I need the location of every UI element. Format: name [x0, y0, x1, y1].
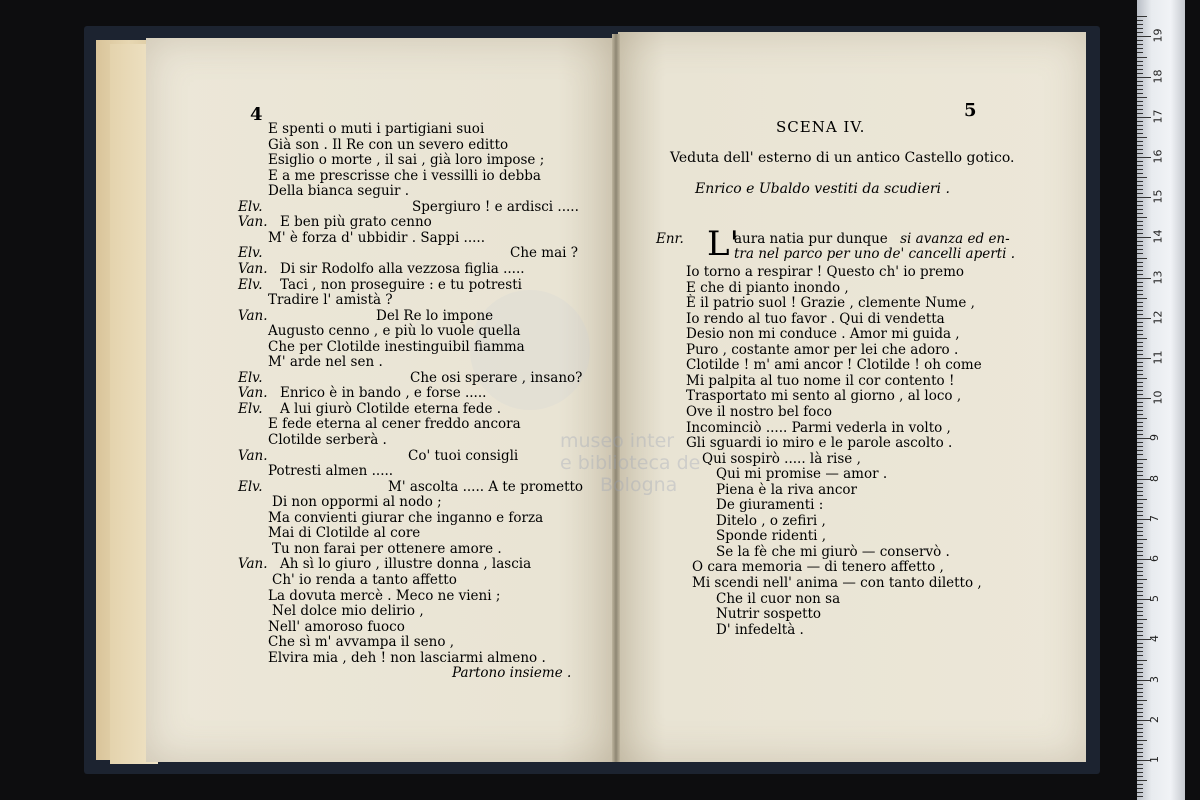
ruler-tick — [1137, 563, 1143, 564]
text-line — [734, 232, 1010, 247]
ruler-tick — [1137, 330, 1143, 331]
ruler-tick — [1137, 607, 1143, 608]
scene-setting: Veduta dell' esterno di un antico Castello gotico. — [670, 150, 1015, 166]
ruler-tick — [1137, 467, 1143, 468]
ruler-number: 4 — [1148, 635, 1161, 643]
text-line: Del Re lo impone — [376, 307, 494, 324]
speaker-label: Van. — [238, 260, 268, 277]
ruler-number: 2 — [1148, 715, 1161, 723]
text-line: Taci , non proseguire : e tu potresti — [280, 276, 522, 293]
ruler-tick — [1137, 483, 1143, 484]
ruler-number: 11 — [1151, 350, 1165, 365]
ruler-tick — [1137, 551, 1143, 552]
ruler-tick — [1137, 266, 1143, 267]
speaker-label: Van. — [238, 385, 268, 402]
ruler-tick — [1137, 73, 1143, 74]
ruler-tick — [1137, 503, 1143, 504]
ruler-tick — [1137, 434, 1143, 435]
text-line: Trasportato mi sento al giorno , al loco , — [686, 388, 962, 405]
ruler-tick — [1137, 487, 1143, 488]
ruler-tick — [1137, 101, 1143, 102]
ruler-tick — [1137, 306, 1143, 307]
ruler-tick — [1137, 105, 1143, 106]
ruler-tick — [1137, 270, 1143, 271]
ruler-tick — [1137, 298, 1147, 299]
ruler-tick — [1137, 129, 1143, 130]
ruler-tick — [1137, 109, 1143, 110]
ruler-number: 10 — [1151, 390, 1165, 405]
ruler-tick — [1137, 274, 1143, 275]
ruler-number: 16 — [1151, 149, 1165, 164]
ruler-tick — [1137, 752, 1143, 753]
ruler-tick — [1137, 185, 1143, 186]
ruler-tick — [1137, 221, 1143, 222]
ruler-tick — [1137, 700, 1147, 701]
text-line: De giuramenti : — [716, 497, 824, 514]
ruler-tick — [1137, 338, 1147, 339]
text-line: E a me prescrisse che i vessilli io debba — [268, 167, 541, 184]
ruler-tick — [1137, 756, 1143, 757]
text-line: Gli sguardi io miro e le parole ascolto . — [686, 435, 953, 452]
first-line-italic: si avanza ed en- — [900, 231, 1010, 247]
ruler-tick — [1137, 346, 1143, 347]
ruler-tick — [1137, 619, 1147, 620]
ruler-tick — [1137, 137, 1147, 138]
ruler-number: 12 — [1151, 310, 1165, 325]
ruler-tick — [1137, 85, 1143, 86]
ruler-tick — [1137, 245, 1143, 246]
ruler-tick — [1137, 495, 1143, 496]
text-line: Desio non mi conduce . Amor mi guida , — [686, 326, 960, 343]
ruler-tick — [1137, 454, 1143, 455]
ruler-tick — [1137, 153, 1143, 154]
measurement-ruler — [1137, 0, 1185, 800]
ruler-tick — [1137, 575, 1143, 576]
ruler-tick — [1137, 676, 1143, 677]
ruler-tick — [1137, 241, 1143, 242]
text-line: Di non oppormi al nodo ; — [272, 494, 442, 511]
ruler-tick — [1137, 89, 1143, 90]
ruler-tick — [1137, 209, 1143, 210]
ruler-tick — [1137, 535, 1143, 536]
text-line: Già son . Il Re con un severo editto — [268, 136, 509, 153]
ruler-tick — [1137, 515, 1143, 516]
ruler-tick — [1137, 595, 1143, 596]
ruler-tick — [1137, 286, 1143, 287]
ruler-tick — [1137, 149, 1143, 150]
speaker-label: Enr. — [656, 231, 684, 247]
ruler-tick — [1137, 491, 1143, 492]
text-line: Sponde ridenti , — [716, 528, 827, 545]
ruler-tick — [1137, 302, 1143, 303]
ruler-tick — [1137, 326, 1143, 327]
ruler-tick — [1137, 651, 1143, 652]
text-line: Mi palpita al tuo nome il cor contento ! — [686, 372, 955, 389]
ruler-tick — [1137, 539, 1147, 540]
text-line: Incominciò ..... Parmi vederla in volto , — [686, 419, 951, 436]
ruler-tick — [1137, 253, 1143, 254]
ruler-tick — [1137, 225, 1143, 226]
ruler-tick — [1137, 318, 1151, 319]
stage-direction: Partono insieme . — [452, 665, 572, 682]
ruler-tick — [1137, 77, 1151, 78]
ruler-tick — [1137, 664, 1143, 665]
ruler-tick — [1137, 354, 1143, 355]
ruler-tick — [1137, 201, 1143, 202]
text-line: M' arde nel sen . — [268, 354, 383, 371]
ruler-tick — [1137, 716, 1143, 717]
ruler-tick — [1137, 32, 1143, 33]
text-line: Io torno a respirar ! Questo ch' io premo — [686, 264, 965, 280]
ruler-tick — [1137, 527, 1143, 528]
ruler-tick — [1137, 668, 1143, 669]
ruler-tick — [1137, 402, 1143, 403]
ruler-tick — [1137, 780, 1147, 781]
ruler-tick — [1137, 366, 1143, 367]
ruler-tick — [1137, 450, 1143, 451]
text-line: Piena è la riva ancor — [716, 481, 857, 498]
ruler-tick — [1137, 193, 1143, 194]
speaker-label: Elv. — [238, 478, 263, 495]
ruler-tick — [1137, 543, 1143, 544]
ruler-tick — [1137, 398, 1151, 399]
ruler-tick — [1137, 784, 1143, 785]
ruler-tick — [1137, 635, 1143, 636]
ruler-tick — [1137, 282, 1143, 283]
text-line: Io rendo al tuo favor . Qui di vendetta — [686, 310, 945, 327]
text-line: E ben più grato cenno — [280, 214, 432, 231]
ruler-tick — [1137, 217, 1147, 218]
ruler-tick — [1137, 748, 1143, 749]
ruler-number: 17 — [1151, 109, 1165, 124]
ruler-tick — [1137, 768, 1143, 769]
ruler-tick — [1137, 571, 1143, 572]
ruler-tick — [1137, 603, 1143, 604]
ruler-tick — [1137, 471, 1143, 472]
ruler-tick — [1137, 350, 1143, 351]
ruler-tick — [1137, 121, 1143, 122]
ruler-tick — [1137, 446, 1143, 447]
speaker-label: Van. — [238, 556, 268, 573]
text-line: Ditelo , o zefiri , — [716, 512, 826, 529]
speaker-label: Van. — [238, 307, 268, 324]
ruler-tick — [1137, 294, 1143, 295]
ruler-tick — [1137, 370, 1143, 371]
text-line: Che il cuor non sa — [716, 590, 841, 607]
ruler-tick — [1137, 322, 1143, 323]
ruler-tick — [1137, 531, 1143, 532]
ruler-tick — [1137, 229, 1143, 230]
ruler-tick — [1137, 643, 1143, 644]
ruler-tick — [1137, 181, 1143, 182]
ruler-number: 13 — [1151, 270, 1165, 285]
ruler-tick — [1137, 555, 1143, 556]
text-line: E che di pianto inondo , — [686, 279, 849, 296]
text-line: Puro , costante amor per lei che adoro . — [686, 341, 959, 358]
ruler-tick — [1137, 40, 1143, 41]
text-line: Nel dolce mio delirio , — [272, 603, 424, 620]
text-line: Della bianca seguir . — [268, 183, 409, 200]
first-line-roman: aura natia pur dunque — [734, 231, 888, 247]
ruler-tick — [1137, 278, 1151, 279]
ruler-tick — [1137, 788, 1143, 789]
ruler-tick — [1137, 65, 1143, 66]
ruler-tick — [1137, 258, 1147, 259]
text-line: È il patrio suol ! Grazie , clemente Nume , — [686, 295, 975, 312]
ruler-tick — [1137, 113, 1143, 114]
watermark-line: Bologna — [600, 474, 678, 496]
ruler-tick — [1137, 334, 1143, 335]
ruler-tick — [1137, 655, 1143, 656]
drop-cap: L' — [707, 224, 739, 264]
text-line: Spergiuro ! e ardisci ..... — [412, 198, 579, 215]
ruler-tick — [1137, 125, 1143, 126]
ruler-tick — [1137, 169, 1143, 170]
text-line: Ch' io renda a tanto affetto — [272, 571, 457, 588]
text-line: E fede eterna al cener freddo ancora — [268, 416, 521, 433]
text-line: Potresti almen ..... — [268, 463, 394, 480]
text-line: Mi scendi nell' anima — con tanto diletto , — [692, 575, 982, 591]
text-line: Qui mi promise — amor . — [716, 466, 888, 483]
text-line: Esiglio o morte , il sai , già loro impose ; — [268, 152, 545, 169]
ruler-tick — [1137, 237, 1151, 238]
ruler-tick — [1137, 36, 1151, 37]
ruler-tick — [1137, 145, 1143, 146]
ruler-tick — [1137, 157, 1151, 158]
watermark-line: museo inter — [560, 430, 675, 452]
text-line: Ove il nostro bel foco — [686, 403, 833, 420]
ruler-tick — [1137, 16, 1147, 17]
text-line: Clotilde serberà . — [268, 432, 387, 448]
ruler-tick — [1137, 696, 1143, 697]
ruler-tick — [1137, 358, 1151, 359]
ruler-tick — [1137, 623, 1143, 624]
text-line: M' ascolta ..... A te prometto — [388, 478, 584, 495]
text-line: Nell' amoroso fuoco — [268, 618, 405, 635]
ruler-tick — [1137, 688, 1143, 689]
text-line: E spenti o muti i partigiani suoi — [268, 121, 485, 137]
ruler-tick — [1137, 631, 1143, 632]
text-line: Tradire l' amistà ? — [268, 292, 393, 309]
ruler-tick — [1137, 724, 1143, 725]
ruler-tick — [1137, 736, 1143, 737]
ruler-tick — [1137, 732, 1143, 733]
text-line: Di sir Rodolfo alla vezzosa figlia ..... — [280, 260, 525, 277]
text-line: Che osi sperare , insano? — [410, 369, 583, 386]
page-number-right: 5 — [964, 100, 977, 121]
speaker-label: Elv. — [238, 400, 263, 417]
ruler-tick — [1137, 249, 1143, 250]
speaker-label: Van. — [238, 447, 268, 464]
ruler-tick — [1137, 511, 1143, 512]
ruler-tick — [1137, 390, 1143, 391]
text-line: Che sì m' avvampa il seno , — [268, 634, 455, 651]
text-line: Che mai ? — [510, 245, 579, 262]
text-line: Qui sospirò ..... là rise , — [702, 450, 861, 467]
ruler-number: 9 — [1148, 434, 1161, 442]
ruler-tick — [1137, 394, 1143, 395]
ruler-tick — [1137, 290, 1143, 291]
ruler-tick — [1137, 262, 1143, 263]
ruler-tick — [1137, 459, 1147, 460]
ruler-tick — [1137, 712, 1143, 713]
ruler-tick — [1137, 744, 1143, 745]
ruler-tick — [1137, 177, 1147, 178]
ruler-tick — [1137, 28, 1143, 29]
ruler-tick — [1137, 69, 1143, 70]
ruler-tick — [1137, 24, 1143, 25]
ruler-tick — [1137, 567, 1143, 568]
ruler-tick — [1137, 410, 1143, 411]
ruler-tick — [1137, 792, 1143, 793]
ruler-tick — [1137, 660, 1147, 661]
ruler-tick — [1137, 165, 1143, 166]
ruler-tick — [1137, 213, 1143, 214]
ruler-tick — [1137, 197, 1151, 198]
ruler-number: 14 — [1151, 229, 1165, 244]
ruler-tick — [1137, 418, 1147, 419]
scene-heading: SCENA IV. — [776, 118, 866, 136]
text-line: Ma convienti giurar che inganno e forza — [268, 509, 544, 526]
ruler-tick — [1137, 133, 1143, 134]
speaker-label: Elv. — [238, 369, 263, 386]
ruler-tick — [1137, 48, 1143, 49]
ruler-tick — [1137, 684, 1143, 685]
text-line: M' è forza d' ubbidir . Sappi ..... — [268, 229, 486, 246]
speaker-label: Elv. — [238, 245, 263, 262]
ruler-tick — [1137, 81, 1143, 82]
ruler-tick — [1137, 57, 1147, 58]
ruler-number: 8 — [1148, 474, 1161, 482]
ruler-tick — [1137, 414, 1143, 415]
ruler-number: 5 — [1148, 595, 1161, 603]
ruler-tick — [1137, 233, 1143, 234]
ruler-tick — [1137, 52, 1143, 53]
ruler-tick — [1137, 442, 1143, 443]
ruler-tick — [1137, 374, 1143, 375]
text-line: Nutrir sospetto — [716, 606, 822, 623]
ruler-tick — [1137, 117, 1151, 118]
ruler-number: 1 — [1148, 756, 1161, 763]
ruler-tick — [1137, 583, 1143, 584]
ruler-tick — [1137, 20, 1143, 21]
ruler-tick — [1137, 591, 1143, 592]
ruler-tick — [1137, 579, 1147, 580]
ruler-tick — [1137, 173, 1143, 174]
scene-characters: Enrico e Ubaldo vestiti da scudieri . — [695, 181, 950, 197]
ruler-tick — [1137, 499, 1147, 500]
ruler-tick — [1137, 672, 1143, 673]
speaker-label: Elv. — [238, 198, 263, 215]
ruler-tick — [1137, 708, 1143, 709]
ruler-tick — [1137, 161, 1143, 162]
ruler-tick — [1137, 475, 1143, 476]
text-line: O cara memoria — di tenero affetto , — [692, 559, 944, 576]
ruler-tick — [1137, 342, 1143, 343]
ruler-tick — [1137, 463, 1143, 464]
book-gutter — [612, 34, 620, 762]
ruler-tick — [1137, 776, 1143, 777]
ruler-number: 6 — [1148, 555, 1161, 562]
ruler-tick — [1137, 310, 1143, 311]
ruler-tick — [1137, 61, 1143, 62]
watermark-line: e biblioteca de — [560, 452, 701, 474]
ruler-tick — [1137, 507, 1143, 508]
ruler-tick — [1137, 205, 1143, 206]
text-line: Mai di Clotilde al core — [268, 525, 421, 542]
text-line: A lui giurò Clotilde eterna fede . — [280, 400, 502, 417]
ruler-tick — [1137, 523, 1143, 524]
ruler-tick — [1137, 189, 1143, 190]
ruler-tick — [1137, 314, 1143, 315]
ruler-tick — [1137, 44, 1143, 45]
ruler-tick — [1137, 93, 1143, 94]
text-line: Ah sì lo giuro , illustre donna , lascia — [280, 556, 532, 573]
text-line: Clotilde ! m' ami ancor ! Clotilde ! oh come — [686, 357, 982, 374]
ruler-tick — [1137, 764, 1143, 765]
ruler-tick — [1137, 615, 1143, 616]
text-line: Elvira mia , deh ! non lasciarmi almeno . — [268, 649, 546, 666]
text-line: D' infedeltà . — [716, 621, 804, 638]
ruler-number: 15 — [1151, 189, 1165, 204]
ruler-tick — [1137, 378, 1147, 379]
text-line: Tu non farai per ottenere amore . — [272, 540, 502, 557]
speaker-label: Van. — [238, 214, 268, 231]
ruler-tick — [1137, 647, 1143, 648]
ruler-tick — [1137, 547, 1143, 548]
text-line: Enrico è in bando , e forse ..... — [280, 385, 487, 402]
ruler-tick — [1137, 426, 1143, 427]
text-line: La dovuta mercè . Meco ne vieni ; — [268, 587, 501, 604]
ruler-tick — [1137, 611, 1143, 612]
ruler-tick — [1137, 692, 1143, 693]
ruler-tick — [1137, 422, 1143, 423]
ruler-number: 7 — [1148, 514, 1161, 522]
ruler-tick — [1137, 728, 1143, 729]
ruler-tick — [1137, 406, 1143, 407]
ruler-tick — [1137, 386, 1143, 387]
ruler-tick — [1137, 796, 1143, 797]
ruler-number: 19 — [1151, 28, 1165, 43]
page-number-left: 4 — [250, 104, 263, 125]
text-line: Se la fè che mi giurò — conservò . — [716, 543, 950, 560]
ruler-tick — [1137, 740, 1147, 741]
ruler-tick — [1137, 704, 1143, 705]
ruler-number: 18 — [1151, 69, 1165, 84]
ruler-number: 3 — [1148, 675, 1161, 683]
ruler-tick — [1137, 772, 1143, 773]
ruler-tick — [1137, 382, 1143, 383]
speaker-label: Elv. — [238, 276, 263, 293]
ruler-tick — [1137, 627, 1143, 628]
ruler-tick — [1137, 97, 1147, 98]
text-line: Che per Clotilde inestinguibil fiamma — [268, 338, 525, 355]
text-line: Co' tuoi consigli — [408, 447, 519, 464]
stage-direction: tra nel parco per uno de' cancelli aperti . — [734, 246, 1016, 262]
ruler-tick — [1137, 141, 1143, 142]
text-line: Augusto cenno , e più lo vuole quella — [268, 323, 521, 340]
ruler-tick — [1137, 430, 1143, 431]
ruler-tick — [1137, 587, 1143, 588]
ruler-tick — [1137, 362, 1143, 363]
